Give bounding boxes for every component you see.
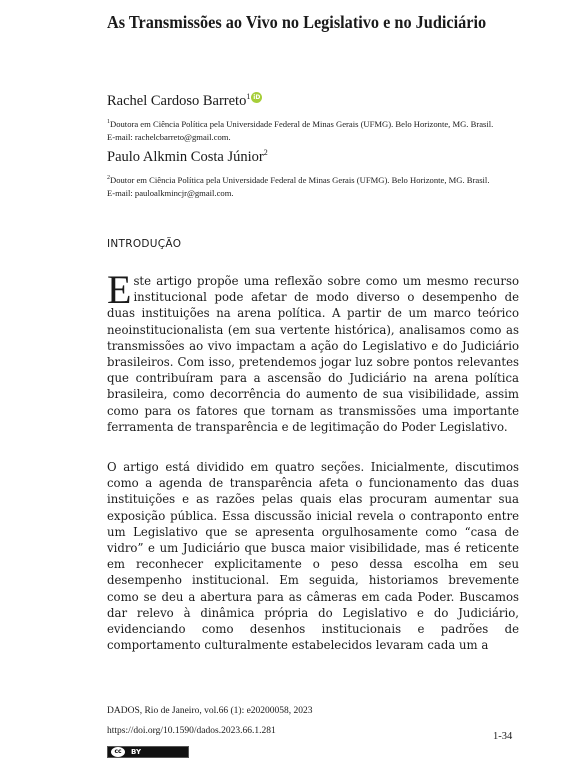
cc-by-license-badge[interactable]	[107, 746, 189, 758]
by-label: BY	[131, 748, 142, 756]
page-range: 1-34	[493, 731, 513, 742]
orcid-icon[interactable]: iD	[253, 94, 261, 101]
dropcap: E	[107, 267, 132, 312]
paragraph-1-text: ste artigo propõe uma reflexão sobre como um mesmo recurso institucional pode afetar de modo diverso o desempenho de duas instituições na arena política. A partir de um marco teórico neoinstitucionalista (em sua vertente histórica), analisamos como as transmissões ao vivo impactam a ação do Legislativo e do Judiciário brasileiros. Com isso, pretendemos jogar luz sobre pontos relevantes que contribuíram para a ascensão do Judiciário na arena política brasileira, como decorrência do aumento de sua visibilidade, assim como para os fatores que tornam as transmissões uma importante ferramenta de transparência e de legitimação do Poder Legislativo.	[107, 274, 519, 434]
journal-citation: DADOS, Rio de Janeiro, vol.66 (1): e20200058, 2023	[107, 706, 313, 716]
paragraph-1	[107, 267, 519, 435]
author-2-affiliation	[107, 172, 527, 200]
cc-icon: cc	[111, 747, 125, 757]
affil-1-text: Doutora em Ciência Política pela Universidade Federal de Minas Gerais (UFMG). Belo Horizonte, MG. Brasil.	[110, 118, 494, 129]
paragraph-2: O artigo está dividido em quatro seções. Inicialmente, discutimos como a agenda de transparência afeta o funcionamento das duas instituições e as razões pelas quais elas procuram aumentar sua exposição pública. Essa discussão inicial revela o contraponto entre um Legislativo que se apresenta orgulhosamente como “casa de vidro” e um Judiciário que busca maior visibilidade, mas é reticente em reconhecer explicitamente o peso dessa escolha em seu desempenho institucional. Em seguida, historiamos brevemente como se deu a abertura para as câmeras em cada Poder. Buscamos dar relevo à dinâmica própria do Legislativo e do Judiciário, evidenciando como desenhos institucionais e padrões de comportamento culturalmente estabelecidos levaram cada um a	[107, 460, 519, 653]
affil-2-sup: 2	[107, 175, 110, 181]
author-1-sup: 1	[246, 92, 251, 102]
affil-1-sup: 1	[107, 119, 110, 125]
doi-link[interactable]: https://doi.org/10.1590/dados.2023.66.1.281	[107, 726, 276, 736]
author-2-name: Paulo Alkmin Costa Júnior	[107, 148, 264, 165]
badge-bar	[141, 747, 188, 757]
article-title: As Transmissões ao Vivo no Legislativo e no Judiciário	[107, 12, 487, 32]
author-2-sup: 2	[263, 148, 268, 157]
author-name-1[interactable]	[107, 92, 262, 110]
section-heading: INTRODUÇÃO	[107, 238, 182, 250]
author-2-email[interactable]: E-mail: pauloalkmincjr@gmail.com.	[107, 187, 234, 198]
author-1-name: Rachel Cardoso Barreto	[107, 93, 247, 109]
author-name-2[interactable]	[107, 148, 268, 166]
author-1-affiliation	[107, 116, 527, 144]
author-1-email[interactable]: E-mail: rachelcbarreto@gmail.com.	[107, 131, 231, 142]
affil-2-text: Doutor em Ciência Política pela Universidade Federal de Minas Gerais (UFMG). Belo Horizonte, MG. Brasil.	[110, 174, 490, 185]
